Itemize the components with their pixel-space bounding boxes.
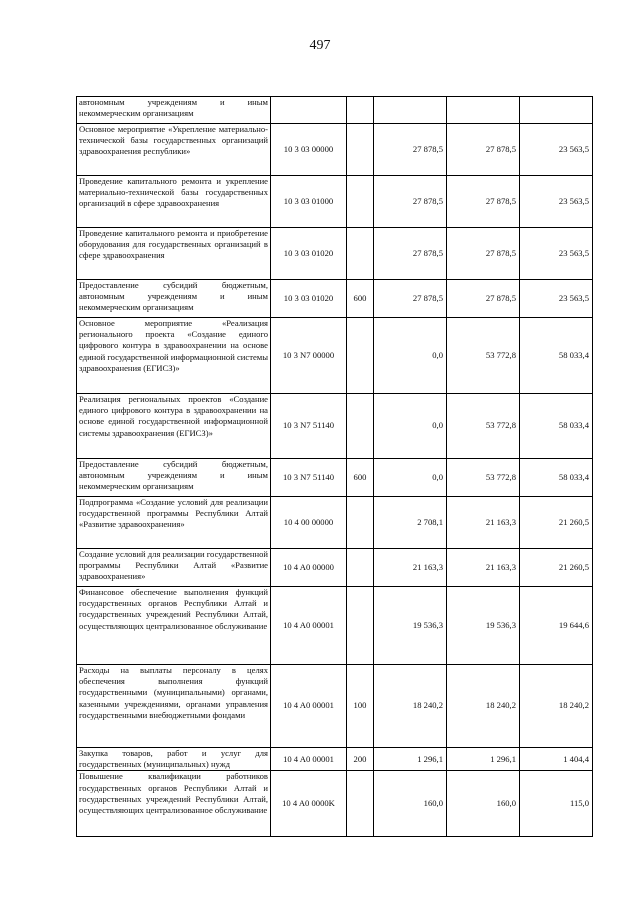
row-value-3: 23 563,5 (520, 124, 593, 176)
row-name: Расходы на выплаты персоналу в целях обеспечения выполнения функций государственными (муниципальными) органами, казенными учреждениями, органами управления государственными внебюджетными фондами (77, 665, 271, 748)
row-expense-type: 600 (347, 459, 374, 497)
row-value-1: 18 240,2 (374, 665, 447, 748)
budget-table (76, 96, 593, 837)
row-name: Предоставление субсидий бюджетным, автономным учреждениям и иным некоммерческим организациям (77, 280, 271, 318)
row-expense-type (347, 124, 374, 176)
row-code: 10 3 N7 00000 (271, 318, 347, 394)
row-expense-type (347, 771, 374, 837)
table-row (77, 771, 593, 837)
table-row (77, 318, 593, 394)
row-expense-type (347, 318, 374, 394)
row-value-2: 19 536,3 (447, 587, 520, 665)
table-row (77, 228, 593, 280)
row-value-2: 21 163,3 (447, 497, 520, 549)
table-row (77, 497, 593, 549)
row-value-3: 23 563,5 (520, 228, 593, 280)
row-value-2: 27 878,5 (447, 228, 520, 280)
table-row (77, 587, 593, 665)
row-code: 10 4 A0 00000 (271, 549, 347, 587)
row-value-3: 1 404,4 (520, 748, 593, 771)
row-value-3: 23 563,5 (520, 176, 593, 228)
row-value-3: 58 033,4 (520, 459, 593, 497)
row-expense-type (347, 497, 374, 549)
row-value-1: 27 878,5 (374, 228, 447, 280)
row-value-1: 160,0 (374, 771, 447, 837)
table-row (77, 459, 593, 497)
row-expense-type (347, 394, 374, 459)
row-code: 10 3 03 01000 (271, 176, 347, 228)
row-expense-type: 100 (347, 665, 374, 748)
row-value-3: 23 563,5 (520, 280, 593, 318)
row-value-1: 19 536,3 (374, 587, 447, 665)
row-value-2: 53 772,8 (447, 318, 520, 394)
table-row (77, 394, 593, 459)
table-row (77, 549, 593, 587)
row-expense-type: 600 (347, 280, 374, 318)
table-row (77, 176, 593, 228)
row-name: Финансовое обеспечение выполнения функций государственных органов Республики Алтай и государственных учреждений Республики Алтай, осуществляющих централизованное обслуживание (77, 587, 271, 665)
row-value-1: 27 878,5 (374, 124, 447, 176)
row-code: 10 3 03 01020 (271, 280, 347, 318)
row-value-2: 160,0 (447, 771, 520, 837)
row-code: 10 3 N7 51140 (271, 459, 347, 497)
row-value-1: 27 878,5 (374, 176, 447, 228)
table-row (77, 97, 593, 124)
row-value-2: 27 878,5 (447, 176, 520, 228)
row-code (271, 97, 347, 124)
row-code: 10 4 A0 00001 (271, 665, 347, 748)
row-value-3: 21 260,5 (520, 497, 593, 549)
row-expense-type (347, 176, 374, 228)
row-code: 10 4 00 00000 (271, 497, 347, 549)
row-value-2: 21 163,3 (447, 549, 520, 587)
row-name: Проведение капитального ремонта и приобретение оборудования для государственных организаций в сфере здравоохранения (77, 228, 271, 280)
row-value-1: 21 163,3 (374, 549, 447, 587)
table-row (77, 665, 593, 748)
row-name: Основное мероприятие «Укрепление материально-технической базы государственных организаций здравоохранения республики» (77, 124, 271, 176)
row-value-1: 2 708,1 (374, 497, 447, 549)
row-name: Повышение квалификации работников государственных органов Республики Алтай и государственных учреждений Республики Алтай, осуществляющих централизованное обслуживание (77, 771, 271, 837)
row-value-1: 1 296,1 (374, 748, 447, 771)
row-name: Предоставление субсидий бюджетным, автономным учреждениям и иным некоммерческим организациям (77, 459, 271, 497)
row-code: 10 4 A0 00001 (271, 748, 347, 771)
row-value-3: 19 644,6 (520, 587, 593, 665)
row-name: Проведение капитального ремонта и укрепление материально-технической базы государственных организаций в сфере здравоохранения (77, 176, 271, 228)
row-code: 10 4 A0 0000K (271, 771, 347, 837)
row-name: Основное мероприятие «Реализация регионального проекта «Создание единого цифрового контура в здравоохранении на основе единой государственной информационной системы здравоохранения (ЕГИСЗ)» (77, 318, 271, 394)
row-value-3 (520, 97, 593, 124)
row-name: Реализация региональных проектов «Создание единого цифрового контура в здравоохранении на основе единой государственной информационной системы здравоохранения (ЕГИСЗ)» (77, 394, 271, 459)
row-value-1: 0,0 (374, 318, 447, 394)
row-value-1 (374, 97, 447, 124)
row-value-2: 27 878,5 (447, 124, 520, 176)
table-row (77, 280, 593, 318)
row-expense-type (347, 228, 374, 280)
row-code: 10 4 A0 00001 (271, 587, 347, 665)
row-code: 10 3 03 00000 (271, 124, 347, 176)
row-name: Создание условий для реализации государственной программы Республики Алтай «Развитие здравоохранения» (77, 549, 271, 587)
row-value-1: 0,0 (374, 394, 447, 459)
row-expense-type: 200 (347, 748, 374, 771)
row-code: 10 3 N7 51140 (271, 394, 347, 459)
row-name: Закупка товаров, работ и услуг для государственных (муниципальных) нужд (77, 748, 271, 771)
row-value-1: 0,0 (374, 459, 447, 497)
row-expense-type (347, 97, 374, 124)
row-name: Подпрограмма «Создание условий для реализации государственной программы Республики Алтай «Развитие здравоохранения» (77, 497, 271, 549)
row-value-2: 1 296,1 (447, 748, 520, 771)
table-row (77, 124, 593, 176)
row-value-3: 58 033,4 (520, 394, 593, 459)
table-row (77, 748, 593, 771)
row-value-3: 21 260,5 (520, 549, 593, 587)
row-value-1: 27 878,5 (374, 280, 447, 318)
row-value-2: 27 878,5 (447, 280, 520, 318)
row-value-2: 53 772,8 (447, 459, 520, 497)
row-value-3: 115,0 (520, 771, 593, 837)
row-expense-type (347, 549, 374, 587)
row-name: автономным учреждениям и иным некоммерческим организациям (77, 97, 271, 124)
row-value-3: 18 240,2 (520, 665, 593, 748)
row-expense-type (347, 587, 374, 665)
row-value-2: 53 772,8 (447, 394, 520, 459)
row-value-3: 58 033,4 (520, 318, 593, 394)
page-number: 497 (309, 38, 331, 53)
row-value-2 (447, 97, 520, 124)
row-value-2: 18 240,2 (447, 665, 520, 748)
row-code: 10 3 03 01020 (271, 228, 347, 280)
